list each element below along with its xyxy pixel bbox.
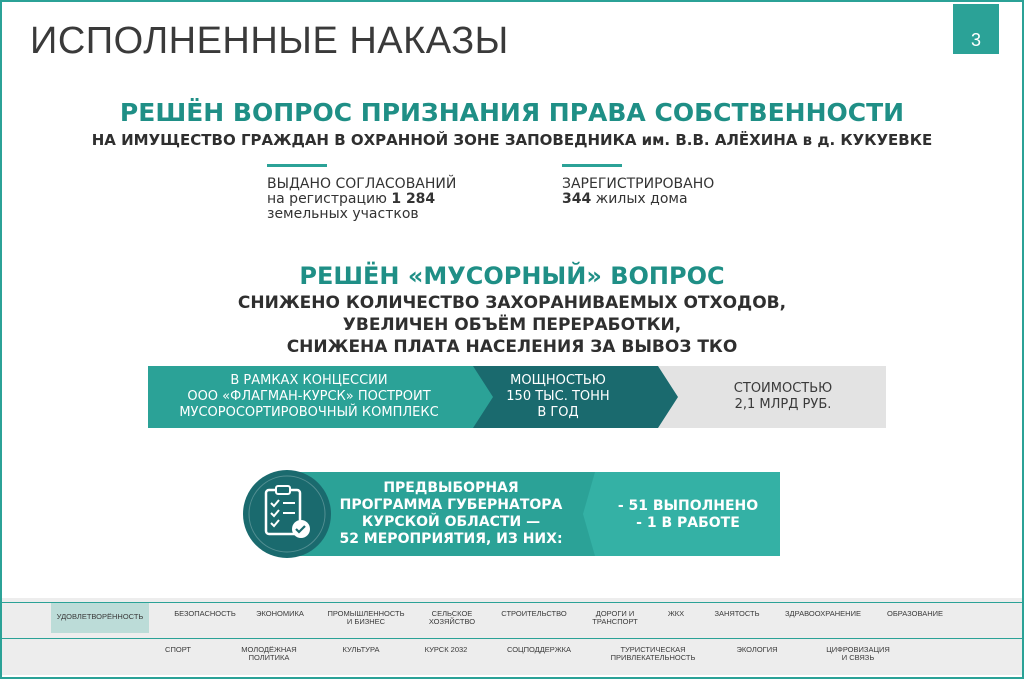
- section2-lines: [0, 292, 1024, 358]
- stat-approvals-text: на регистрацию: [267, 191, 392, 207]
- nav-item-education[interactable]: ОБРАЗОВАНИЕ: [886, 609, 944, 618]
- section2-line: СНИЖЕНО КОЛИЧЕСТВО ЗАХОРАНИВАЕМЫХ ОТХОДОВ,: [237, 293, 787, 313]
- stat-registered-text: жилых дома: [591, 191, 688, 207]
- stat-registered-line1: ЗАРЕГИСТРИРОВАНО: [562, 176, 715, 192]
- stat-registered: [562, 164, 714, 207]
- program-banner: [235, 470, 780, 558]
- topic-nav: [2, 598, 1022, 675]
- band-line: 150 ТЫС. ТОНН: [506, 389, 610, 404]
- program-text: [327, 480, 575, 548]
- band-line: МОЩНОСТЬЮ: [510, 373, 606, 388]
- nav-label: УДОВЛЕТВОРЁННОСТЬ: [56, 612, 144, 621]
- nav-item-youth[interactable]: МОЛОДЁЖНАЯ ПОЛИТИКА: [241, 645, 297, 662]
- nav-item-economy[interactable]: ЭКОНОМИКА: [256, 609, 304, 618]
- nav-item-security[interactable]: БЕЗОПАСНОСТЬ: [174, 609, 236, 618]
- program-line: ПРЕДВЫБОРНАЯ: [383, 480, 519, 496]
- checklist-icon: [258, 482, 318, 546]
- stat-divider: [562, 164, 622, 167]
- band-line: МУСОРОСОРТИРОВОЧНЫЙ КОМПЛЕКС: [179, 405, 439, 420]
- nav-item-housing[interactable]: ЖКХ: [667, 609, 685, 618]
- section2-line: СНИЖЕНА ПЛАТА НАСЕЛЕНИЯ ЗА ВЫВОЗ ТКО: [286, 337, 738, 357]
- band-line: СТОИМОСТЬЮ: [733, 381, 833, 396]
- nav-item-industry[interactable]: ПРОМЫШЛЕННОСТЬ И БИЗНЕС: [327, 609, 405, 626]
- program-line: КУРСКОЙ ОБЛАСТИ —: [361, 514, 541, 530]
- band-line: ООО «ФЛАГМАН-КУРСК» ПОСТРОИТ: [187, 389, 431, 404]
- page-title: ИСПОЛНЕННЫЕ НАКАЗЫ: [30, 20, 509, 62]
- stat-registered-value: 344: [562, 191, 592, 207]
- capacity-text: [473, 366, 643, 428]
- nav-item-kursk-2032[interactable]: КУРСК 2032: [424, 645, 468, 654]
- section2-line: УВЕЛИЧЕН ОБЪЁМ ПЕРЕРАБОТКИ,: [342, 315, 682, 335]
- stat-approvals-line2: [267, 192, 456, 207]
- stat-registered-line2: [562, 192, 714, 207]
- nav-item-ecology[interactable]: ЭКОЛОГИЯ: [736, 645, 778, 654]
- concession-band: [148, 366, 886, 428]
- nav-divider: [2, 602, 1022, 603]
- cost-text: [683, 366, 883, 428]
- band-line: 2,1 МЛРД РУБ.: [734, 397, 832, 412]
- program-results: [603, 498, 773, 532]
- nav-item-tourism[interactable]: ТУРИСТИЧЕСКАЯ ПРИВЛЕКАТЕЛЬНОСТЬ: [610, 645, 696, 662]
- band-line: В РАМКАХ КОНЦЕССИИ: [230, 373, 388, 388]
- stat-approvals-line3: земельных участков: [267, 206, 419, 222]
- program-result: - 1 В РАБОТЕ: [636, 515, 740, 531]
- stat-approvals-value: 1 284: [391, 191, 436, 207]
- stat-approvals: [267, 164, 456, 222]
- nav-item-agriculture[interactable]: СЕЛЬСКОЕ ХОЗЯЙСТВО: [428, 609, 476, 626]
- stat-divider: [267, 164, 327, 167]
- nav-item-digital[interactable]: ЦИФРОВИЗАЦИЯ И СВЯЗЬ: [826, 645, 890, 662]
- page-number: 3: [953, 4, 999, 54]
- program-line: 52 МЕРОПРИЯТИЯ, ИЗ НИХ:: [339, 531, 563, 547]
- nav-item-satisfaction[interactable]: [51, 603, 149, 633]
- nav-item-social-support[interactable]: СОЦПОДДЕРЖКА: [506, 645, 572, 654]
- nav-item-roads[interactable]: ДОРОГИ И ТРАНСПОРТ: [592, 609, 638, 626]
- program-result: - 51 ВЫПОЛНЕНО: [617, 498, 759, 514]
- stat-approvals-line1: ВЫДАНО СОГЛАСОВАНИЙ: [267, 176, 457, 192]
- nav-item-healthcare[interactable]: ЗДРАВООХРАНЕНИЕ: [785, 609, 861, 618]
- section1-heading: РЕШЁН ВОПРОС ПРИЗНАНИЯ ПРАВА СОБСТВЕННОСТИ: [119, 98, 905, 127]
- nav-item-culture[interactable]: КУЛЬТУРА: [342, 645, 380, 654]
- section2-heading: РЕШЁН «МУСОРНЫЙ» ВОПРОС: [299, 262, 725, 290]
- nav-item-sport[interactable]: СПОРТ: [165, 645, 191, 654]
- concession-text: [148, 366, 470, 428]
- program-line: ПРОГРАММА ГУБЕРНАТОРА: [339, 497, 563, 513]
- nav-divider: [2, 638, 1022, 639]
- nav-item-construction[interactable]: СТРОИТЕЛЬСТВО: [501, 609, 567, 618]
- band-line: В ГОД: [537, 405, 579, 420]
- section1-subheading: НА ИМУЩЕСТВО ГРАЖДАН В ОХРАННОЙ ЗОНЕ ЗАПОВЕДНИКА им. В.В. АЛЁХИНА в д. КУКУЕВКЕ: [91, 131, 933, 149]
- nav-item-employment[interactable]: ЗАНЯТОСТЬ: [714, 609, 760, 618]
